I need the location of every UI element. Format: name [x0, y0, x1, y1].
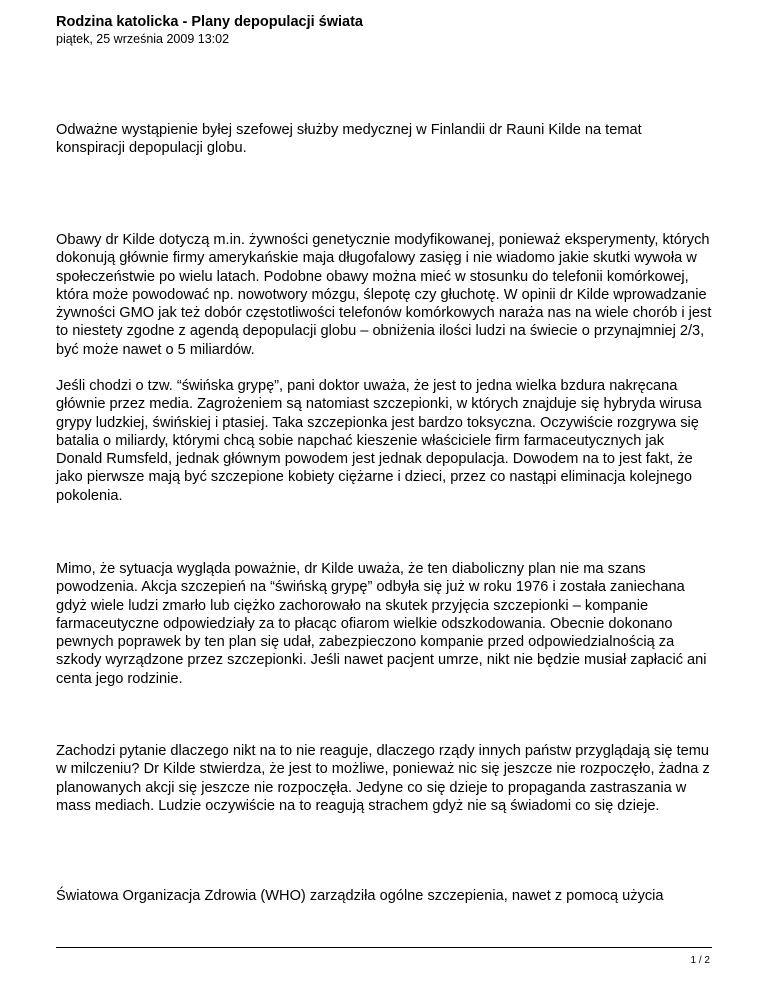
- paragraph-question: Zachodzi pytanie dlaczego nikt na to nie reaguje, dlaczego rządy innych państw przyglądają się temu w milczeniu? Dr Kilde stwierdza, że jest to możliwe, ponieważ nic się jeszcze nie rozpoczęło, żadna z planowanych akcji się jeszcze nie rozpoczęła. Jedyne co się dzieje to propaganda zastraszania w mass mediach. Ludzie oczywiście na to reagują strachem gdyż nie są świadomi co się dzieje.: [56, 743, 710, 814]
- document-date: piątek, 25 września 2009 13:02: [56, 32, 230, 46]
- page-number: 1 / 2: [690, 955, 710, 966]
- footer-divider: [56, 947, 712, 948]
- paragraph-who: Światowa Organizacja Zdrowia (WHO) zarządziła ogólne szczepienia, nawet z pomocą użycia: [56, 888, 664, 904]
- paragraph-plan: Mimo, że sytuacja wygląda poważnie, dr Kilde uważa, że ten diaboliczny plan nie ma szans powodzenia. Akcja szczepień na “świńską grypę” odbyła się już w roku 1976 i została zaniechana gdyż wiele ludzi zmarło lub ciężko zachorowało na skutek przyjęcia szczepionki – kompanie farmaceutyczne odpowiedziały za to płacąc ofiarom wielkie odszkodowania. Obecnie dokonano pewnych poprawek by ten plan się udał, zabezpieczono kompanie przed odpowiedzialnością za szkody wyrządzone przez szczepionki. Jeśli nawet pacjent umrze, nikt nie będzie musiał zapłacić ani centa jego rodzinie.: [56, 561, 707, 687]
- paragraph-swine-flu: Jeśli chodzi o tzw. “świńska grypę”, pani doktor uważa, że jest to jedna wielka bzdura nakręcana głównie przez media. Zagrożeniem są natomiast szczepionki, w których znajduje się hybryda wirusa grypy ludzkiej, świńskiej i ptasiej. Taka szczepionka jest bardzo toksyczna. Oczywiście rozgrywa się batalia o miliardy, którymi chcą sobie napchać kieszenie właściciele firm farmaceutycznych jak Donald Rumsfeld, jednak głównym powodem jest jednak depopulacja. Dowodem na to jest fakt, że jako pierwsze mają być szczepione kobiety ciężarne i dzieci, przez co nastąpi eliminacja kolejnego pokolenia.: [56, 378, 702, 504]
- paragraph-gmo: Obawy dr Kilde dotyczą m.in. żywności genetycznie modyfikowanej, ponieważ eksperymenty, których dokonują głównie firmy amerykańskie maja długofalowy zasięg i nie wiadomo jakie skutki wywoła w społeczeństwie po wielu latach. Podobne obawy można mieć w stosunku do telefonii komórkowej, która może powodować np. nowotwory mózgu, ślepotę czy głuchotę. W opinii dr Kilde wprowadzanie żywności GMO jak też dobór częstotliwości telefonów komórkowych naraża nas na wiele chorób i jest to niestety zgodne z agendą depopulacji globu – obniżenia ilości ludzi na świecie o przynajmniej 2/3, być może nawet o 5 miliardów.: [56, 232, 712, 358]
- document-header: [56, 13, 712, 47]
- document-title: Rodzina katolicka - Plany depopulacji świata: [56, 14, 363, 30]
- paragraph-intro: Odważne wystąpienie byłej szefowej służby medycznej w Finlandii dr Rauni Kilde na temat konspiracji depopulacji globu.: [56, 122, 642, 157]
